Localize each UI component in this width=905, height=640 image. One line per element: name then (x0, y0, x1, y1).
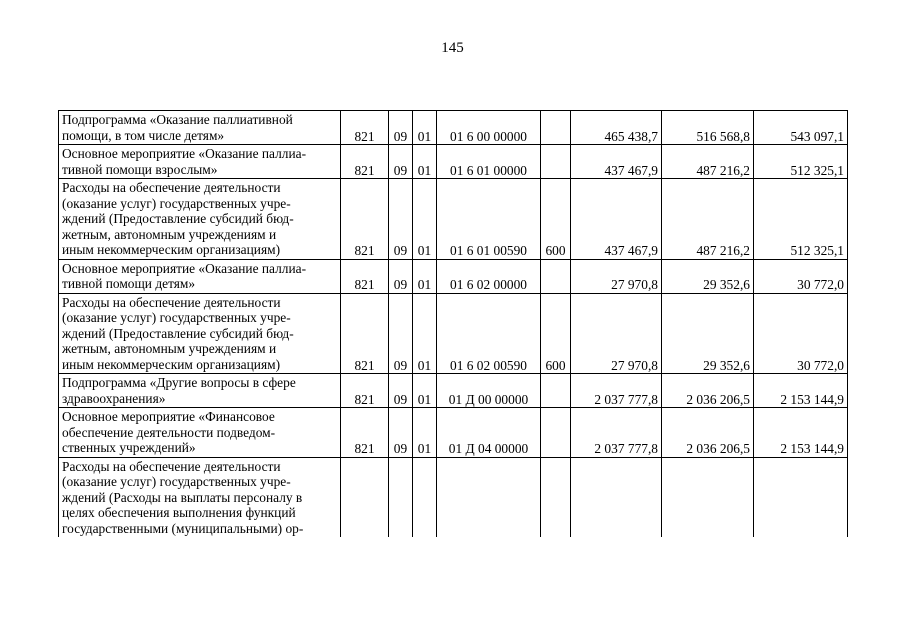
description-line: ждений (Предоставление субсидий бюд- (62, 325, 294, 341)
section-code-cell: 09 (389, 145, 413, 179)
table-row (59, 145, 848, 179)
description-line: иным некоммерческим организациям) (62, 356, 281, 372)
table-row (59, 259, 848, 293)
table-row (59, 408, 848, 458)
row-description-cell (59, 111, 341, 145)
target-article-cell: 01 6 01 00000 (437, 145, 541, 179)
ministry-code-cell (341, 457, 389, 537)
section-code-cell (389, 457, 413, 537)
ministry-code-cell: 821 (341, 374, 389, 408)
page-number: 145 (441, 40, 464, 56)
amount-year2-cell: 29 352,6 (662, 259, 754, 293)
subsection-code-cell: 01 (413, 179, 437, 260)
description-line: жетным, автономным учреждениям и (62, 226, 277, 242)
description-line: (оказание услуг) государственных учре- (62, 474, 291, 489)
expense-type-cell (541, 145, 571, 179)
amount-year2-cell: 487 216,2 (662, 179, 754, 260)
table-row (59, 111, 848, 145)
subsection-code-cell (413, 457, 437, 537)
section-code-cell: 09 (389, 111, 413, 145)
subsection-code-cell: 01 (413, 374, 437, 408)
amount-year3-cell: 30 772,0 (754, 259, 848, 293)
subsection-code-cell: 01 (413, 293, 437, 374)
amount-year1-cell (571, 457, 662, 537)
table-row (59, 293, 848, 374)
amount-year1-cell: 437 467,9 (571, 179, 662, 260)
target-article-cell: 01 Д 00 00000 (437, 374, 541, 408)
expense-type-cell (541, 374, 571, 408)
amount-year3-cell (754, 457, 848, 537)
description-line: тивной помощи взрослым» (62, 161, 218, 177)
description-line: здравоохранения» (62, 390, 166, 406)
row-description-cell (59, 179, 341, 260)
row-description-cell (59, 408, 341, 458)
target-article-cell: 01 6 01 00590 (437, 179, 541, 260)
description-line: ждений (Предоставление субсидий бюд- (62, 211, 294, 226)
amount-year3-cell: 512 325,1 (754, 179, 848, 260)
amount-year2-cell: 2 036 206,5 (662, 408, 754, 458)
amount-year1-cell: 437 467,9 (571, 145, 662, 179)
amount-year3-cell: 30 772,0 (754, 293, 848, 374)
amount-year2-cell: 29 352,6 (662, 293, 754, 374)
description-line: Основное мероприятие «Оказание паллиа- (62, 260, 307, 276)
section-code-cell: 09 (389, 374, 413, 408)
description-line: Основное мероприятие «Оказание паллиа- (62, 146, 307, 161)
row-description-cell (59, 293, 341, 374)
amount-year2-cell: 487 216,2 (662, 145, 754, 179)
description-line: тивной помощи детям» (62, 276, 196, 291)
description-line: помощи, в том числе детям» (62, 127, 225, 143)
expense-type-cell (541, 457, 571, 537)
amount-year2-cell (662, 457, 754, 537)
description-line: Расходы на обеспечение деятельности (62, 294, 281, 310)
amount-year3-cell: 543 097,1 (754, 111, 848, 145)
target-article-cell: 01 6 02 00590 (437, 293, 541, 374)
ministry-code-cell: 821 (341, 179, 389, 260)
target-article-cell: 01 Д 04 00000 (437, 408, 541, 458)
description-line: иным некоммерческим организациям) (62, 242, 281, 257)
expense-type-cell (541, 111, 571, 145)
description-line: Подпрограмма «Оказание паллиативной (62, 112, 293, 127)
row-description-cell (59, 457, 341, 537)
description-line: Расходы на обеспечение деятельности (62, 458, 281, 474)
expense-type-cell: 600 (541, 179, 571, 260)
amount-year1-cell: 2 037 777,8 (571, 408, 662, 458)
amount-year2-cell: 2 036 206,5 (662, 374, 754, 408)
row-description-cell (59, 374, 341, 408)
amount-year1-cell: 465 438,7 (571, 111, 662, 145)
description-line: Подпрограмма «Другие вопросы в сфере (62, 375, 296, 390)
description-line: ственных учреждений» (62, 440, 196, 455)
description-line: государственными (муниципальными) ор- (62, 520, 304, 536)
subsection-code-cell: 01 (413, 145, 437, 179)
target-article-cell (437, 457, 541, 537)
target-article-cell: 01 6 02 00000 (437, 259, 541, 293)
description-line: Основное мероприятие «Финансовое (62, 409, 275, 424)
amount-year2-cell: 516 568,8 (662, 111, 754, 145)
section-code-cell: 09 (389, 293, 413, 374)
expense-type-cell: 600 (541, 293, 571, 374)
budget-table (58, 110, 848, 537)
ministry-code-cell: 821 (341, 408, 389, 458)
description-line: (оказание услуг) государственных учре- (62, 310, 291, 325)
ministry-code-cell: 821 (341, 293, 389, 374)
table-row (59, 374, 848, 408)
row-description-cell (59, 145, 341, 179)
ministry-code-cell: 821 (341, 111, 389, 145)
target-article-cell: 01 6 00 00000 (437, 111, 541, 145)
amount-year1-cell: 27 970,8 (571, 259, 662, 293)
table-row (59, 179, 848, 260)
expense-type-cell (541, 259, 571, 293)
section-code-cell: 09 (389, 259, 413, 293)
section-code-cell: 09 (389, 179, 413, 260)
ministry-code-cell: 821 (341, 145, 389, 179)
description-line: Расходы на обеспечение деятельности (62, 180, 281, 195)
amount-year1-cell: 2 037 777,8 (571, 374, 662, 408)
ministry-code-cell: 821 (341, 259, 389, 293)
description-line: жетным, автономным учреждениям и (62, 341, 277, 356)
amount-year3-cell: 2 153 144,9 (754, 374, 848, 408)
subsection-code-cell: 01 (413, 111, 437, 145)
subsection-code-cell: 01 (413, 408, 437, 458)
description-line: целях обеспечения выполнения функций (62, 505, 296, 520)
section-code-cell: 09 (389, 408, 413, 458)
description-line: обеспечение деятельности подведом- (62, 424, 276, 440)
description-line: ждений (Расходы на выплаты персоналу в (62, 489, 303, 505)
amount-year1-cell: 27 970,8 (571, 293, 662, 374)
table-row (59, 457, 848, 537)
description-line: (оказание услуг) государственных учре- (62, 195, 291, 211)
expense-type-cell (541, 408, 571, 458)
amount-year3-cell: 2 153 144,9 (754, 408, 848, 458)
subsection-code-cell: 01 (413, 259, 437, 293)
amount-year3-cell: 512 325,1 (754, 145, 848, 179)
row-description-cell (59, 259, 341, 293)
